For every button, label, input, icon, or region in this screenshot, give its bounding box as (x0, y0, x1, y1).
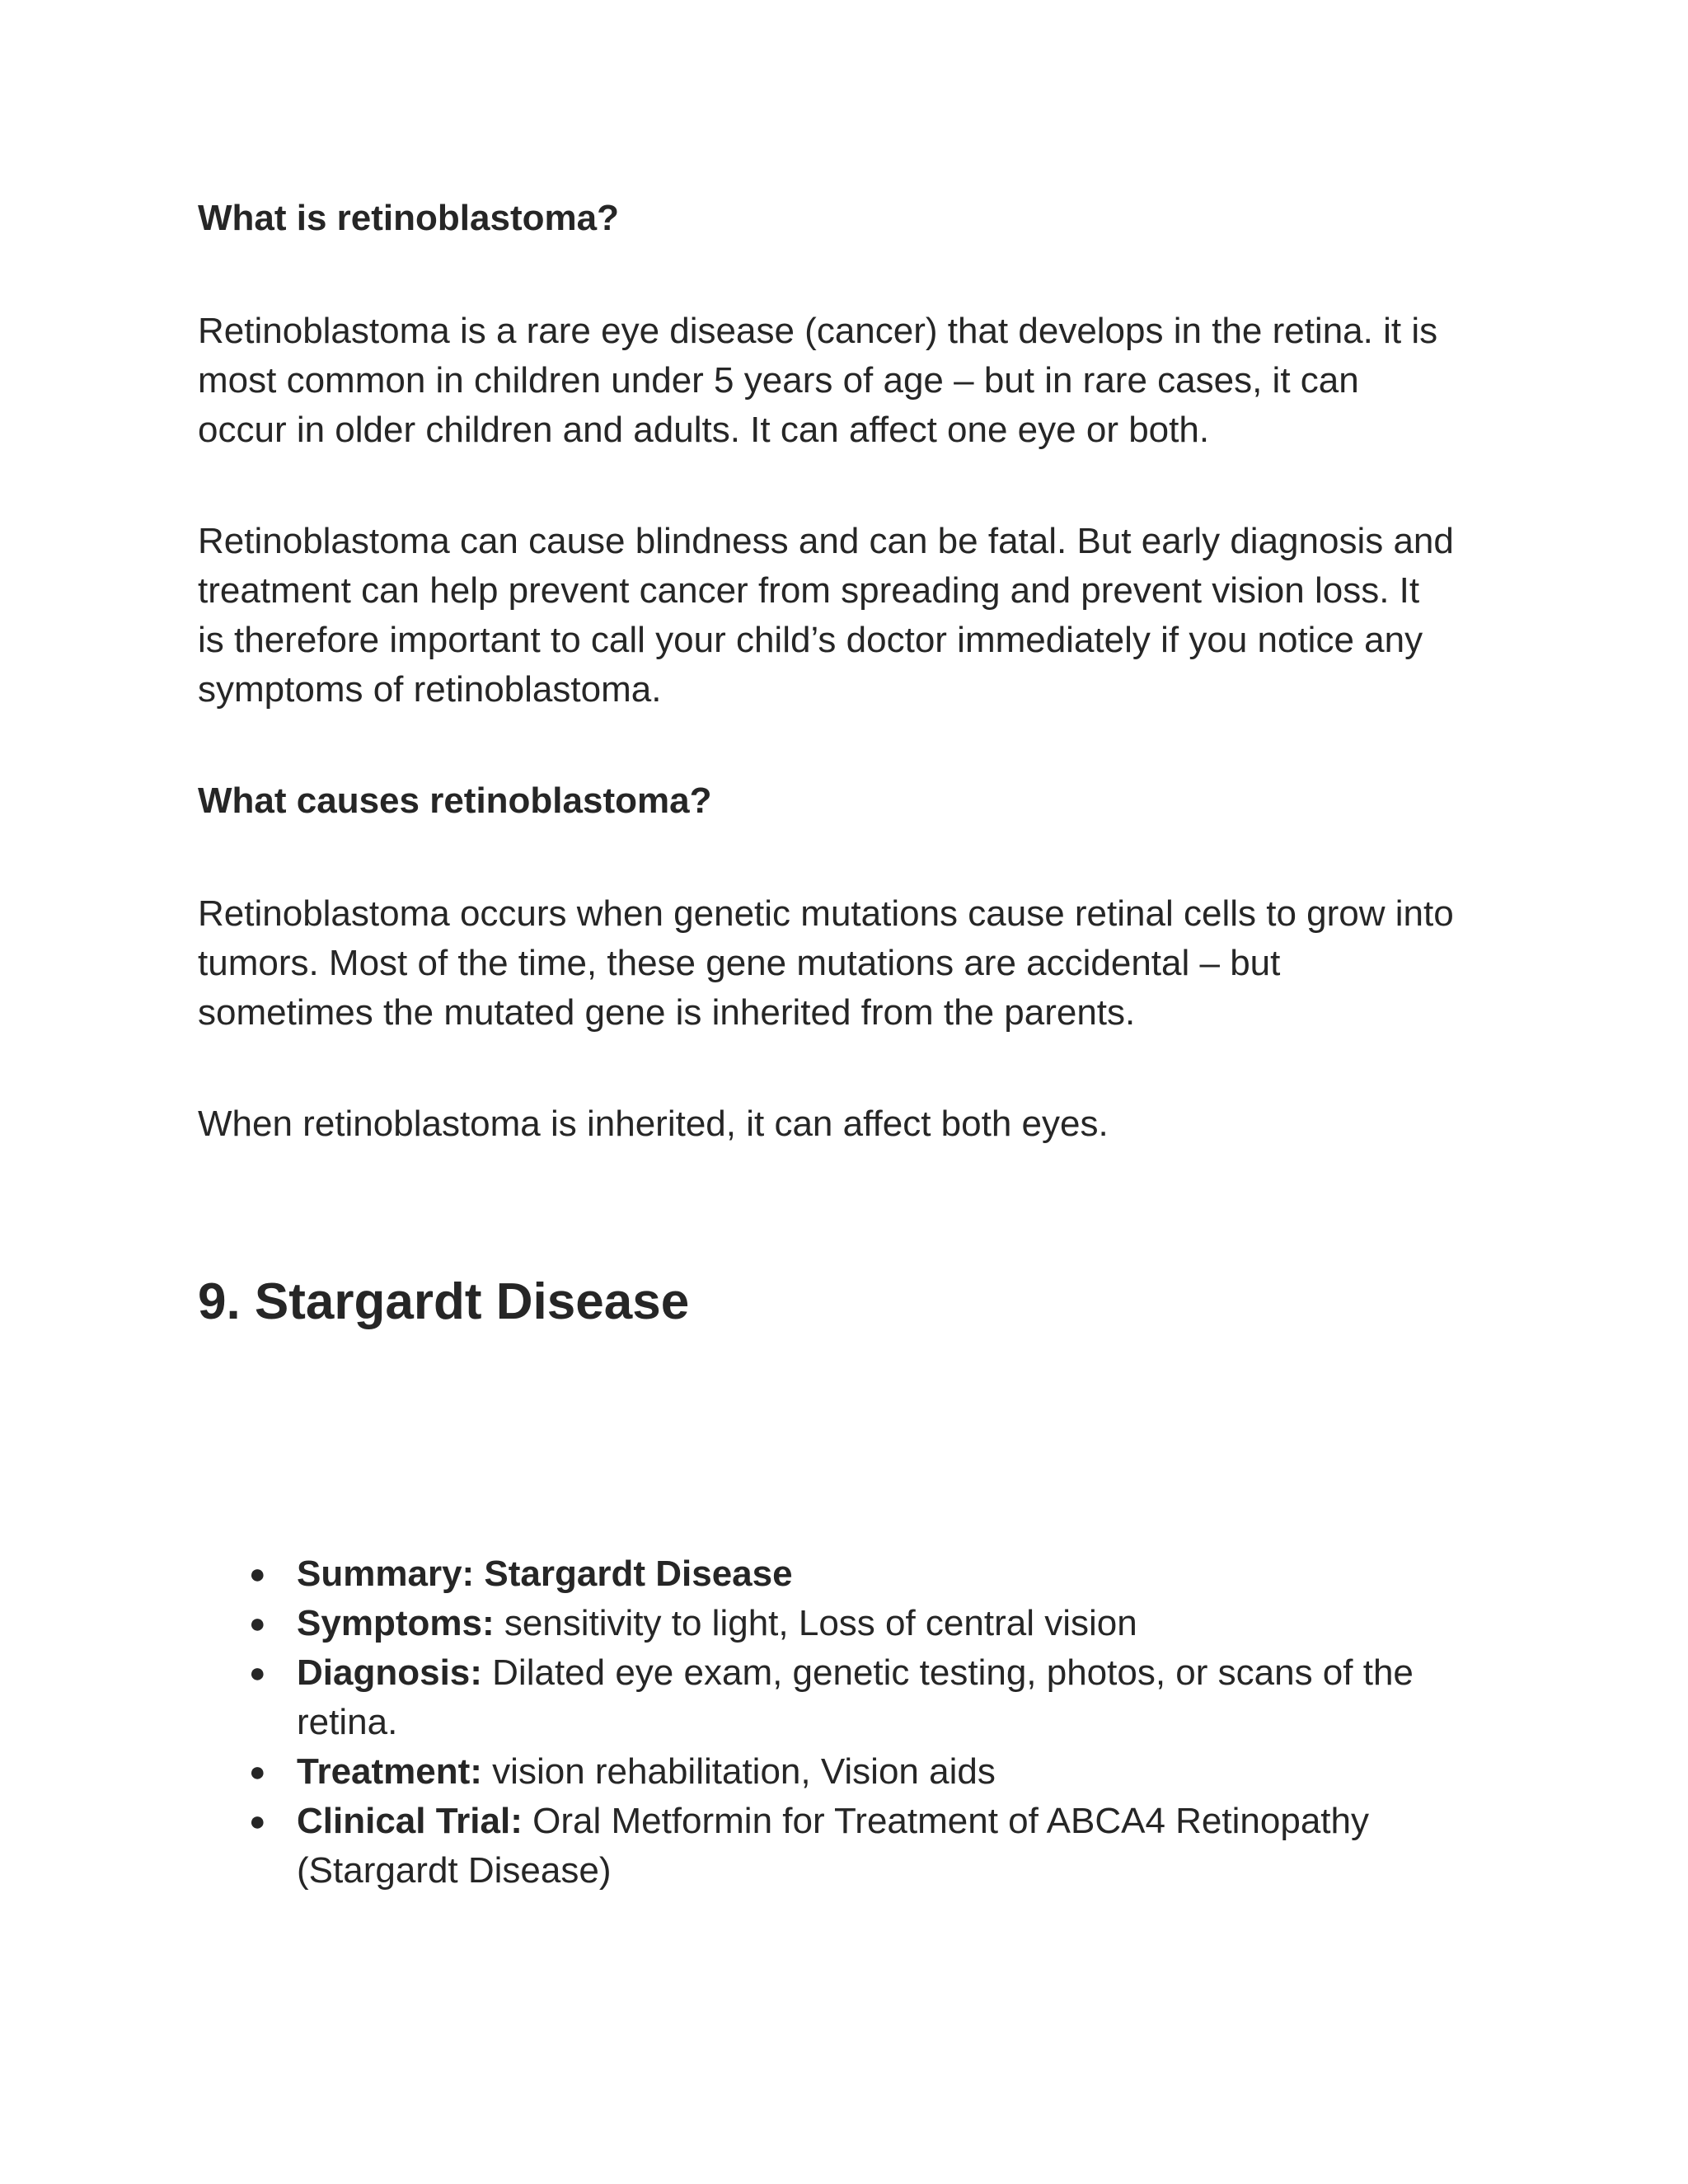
list-item (198, 1549, 1517, 1599)
section-heading-causes (198, 776, 1517, 826)
paragraph-line: tumors. Most of the time, these gene mutations are accidental – but (198, 943, 1281, 983)
section-heading-stargardt (198, 1269, 1517, 1335)
paragraph-retino-2 (198, 517, 1517, 715)
bullet-dot-icon: ● (249, 1806, 266, 1837)
bullet-label: Treatment: (297, 1751, 482, 1792)
paragraph-line: Retinoblastoma occurs when genetic mutations cause retinal cells to grow into (198, 893, 1454, 934)
bullet-dot-icon: ● (249, 1558, 266, 1590)
section-heading-what-is (198, 194, 1517, 243)
paragraph-line: sometimes the mutated gene is inherited from the parents. (198, 992, 1136, 1033)
bullet-dot-icon: ● (249, 1657, 266, 1689)
paragraph-line: occur in older children and adults. It can affect one eye or both. (198, 410, 1210, 450)
list-item (198, 1599, 1517, 1648)
bullet-text-continuation: retina. (297, 1702, 398, 1742)
stargardt-bullet-list (198, 1549, 1517, 1896)
paragraph-retino-3 (198, 889, 1517, 1038)
paragraph-line: symptoms of retinoblastoma. (198, 669, 662, 710)
heading-what-is-retinoblastoma: What is retinoblastoma? (198, 198, 619, 238)
heading-what-causes-retinoblastoma: What causes retinoblastoma? (198, 780, 712, 821)
bullet-text-continuation: (Stargardt Disease) (297, 1850, 612, 1891)
bullet-text: vision rehabilitation, Vision aids (481, 1751, 996, 1792)
paragraph-line: Retinoblastoma is a rare eye disease (cancer) that develops in the retina. it is (198, 311, 1438, 351)
list-item (198, 1648, 1517, 1747)
bullet-dot-icon: ● (249, 1608, 266, 1639)
paragraph-retino-1 (198, 307, 1517, 455)
bullet-list (198, 1549, 1517, 1896)
paragraph-line: treatment can help prevent cancer from spreading and prevent vision loss. It (198, 570, 1420, 611)
paragraph-line: Retinoblastoma can cause blindness and can be fatal. But early diagnosis and (198, 521, 1454, 561)
bullet-label: Diagnosis: (297, 1652, 482, 1693)
bullet-dot-icon: ● (249, 1756, 266, 1788)
bullet-label: Symptoms: (297, 1603, 495, 1643)
paragraph-line: When retinoblastoma is inherited, it can affect both eyes. (198, 1104, 1109, 1144)
list-item (198, 1797, 1517, 1896)
bullet-text: Oral Metformin for Treatment of ABCA4 Retinopathy (522, 1801, 1369, 1841)
bullet-label: Clinical Trial: (297, 1801, 523, 1841)
paragraph-line: most common in children under 5 years of age – but in rare cases, it can (198, 360, 1359, 401)
heading-stargardt-disease: 9. Stargardt Disease (198, 1273, 690, 1330)
bullet-text: Dilated eye exam, genetic testing, photos, or scans of the (481, 1652, 1414, 1693)
list-item (198, 1747, 1517, 1797)
paragraph-retino-4 (198, 1099, 1517, 1149)
paragraph-line: is therefore important to call your child’s doctor immediately if you notice any (198, 620, 1423, 660)
bullet-text: sensitivity to light, Loss of central vision (494, 1603, 1137, 1643)
bullet-label: Summary: Stargardt Disease (297, 1554, 793, 1594)
